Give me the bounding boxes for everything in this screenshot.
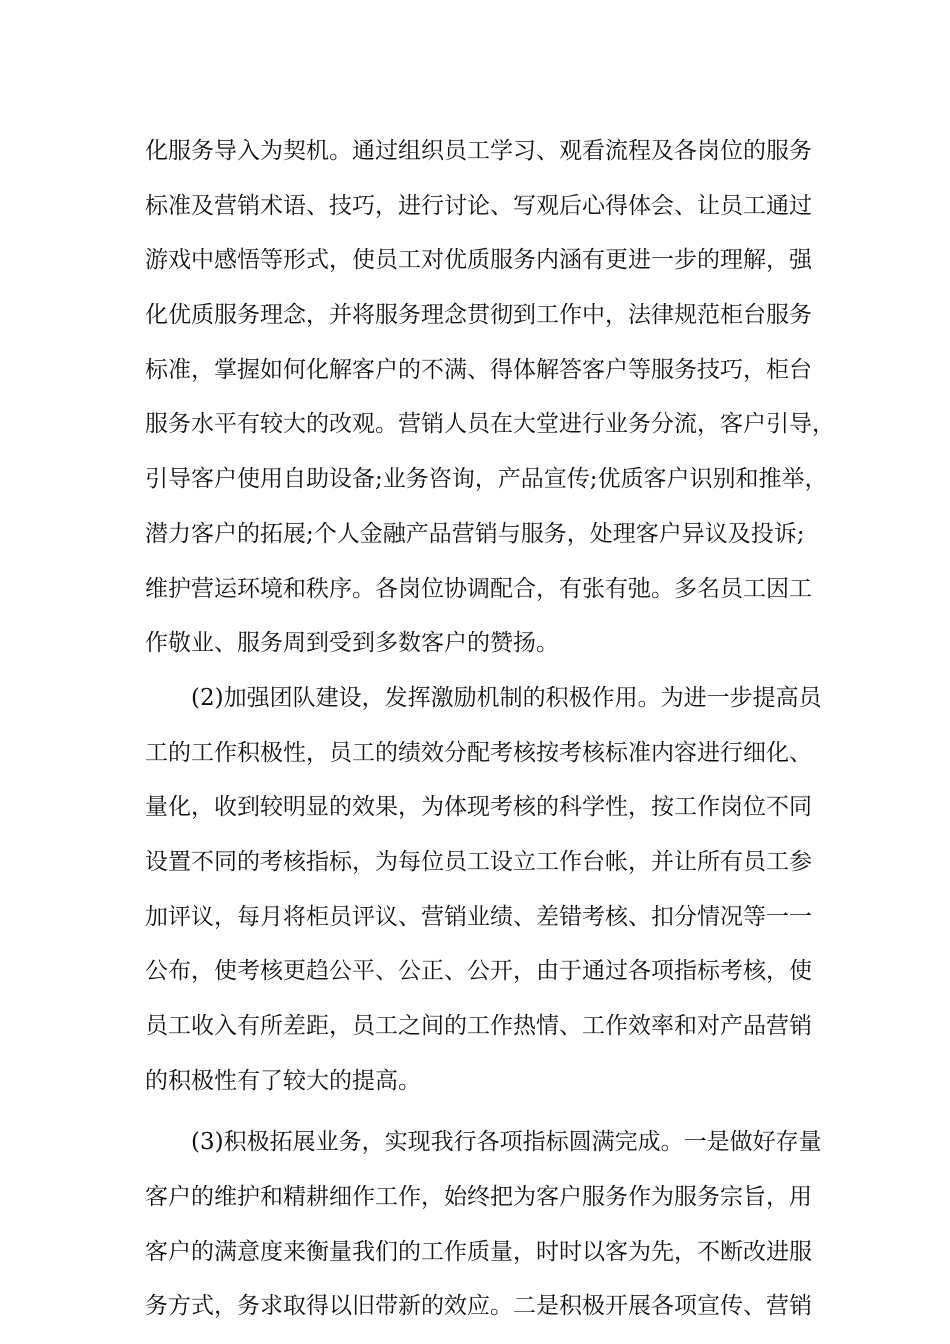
text-line: 游戏中感悟等形式，使员工对优质服务内涵有更进一步的理解，强 [145, 247, 812, 274]
text-line: 量化，收到较明显的效果，为体现考核的科学性，按工作岗位不同 [145, 794, 812, 821]
text-line: 客户的维护和精耕细作工作，始终把为客户服务作为服务宗旨，用 [145, 1184, 812, 1211]
text-line: 员工收入有所差距，员工之间的工作热情、工作效率和对产品营销 [145, 1013, 812, 1039]
text-line: 标准及营销术语、技巧，进行讨论、写观后心得体会、让员工通过 [145, 192, 812, 219]
text-line: 务方式，务求取得以旧带新的效应。二是积极开展各项宣传、营销 [145, 1293, 812, 1320]
text-line: 客户的满意度来衡量我们的工作质量，时时以客为先，不断改进服 [145, 1238, 812, 1265]
text-line: (2)加强团队建设，发挥激励机制的积极作用。为进一步提高员 [191, 684, 822, 711]
text-line: 设置不同的考核指标，为每位员工设立工作台帐，并让所有员工参 [145, 848, 812, 875]
text-line: 标准，掌握如何化解客户的不满、得体解答客户等服务技巧，柜台 [145, 356, 812, 383]
text-line: 公布，使考核更趋公平、公正、公开，由于通过各项指标考核，使 [145, 958, 812, 985]
text-line: 化服务导入为契机。通过组织员工学习、观看流程及各岗位的服务 [145, 138, 812, 164]
text-line: 工的工作积极性，员工的绩效分配考核按考核标准内容进行细化、 [145, 739, 812, 766]
paragraph-business-expansion [145, 1115, 825, 1334]
text-line: 作敬业、服务周到受到多数客户的赞扬。 [145, 630, 559, 657]
text-line: 服务水平有较大的改观。营销人员在大堂进行业务分流，客户引导， [145, 411, 835, 438]
text-line: 的积极性有了较大的提高。 [145, 1067, 421, 1094]
document-body [145, 124, 835, 1334]
text-line: 维护营运环境和秩序。各岗位协调配合，有张有弛。多名员工因工 [145, 575, 812, 602]
text-line: 引导客户使用自助设备;业务咨询，产品宣传;优质客户识别和推举， [145, 466, 828, 493]
paragraph-team-building [145, 671, 825, 1109]
paragraph-gap [145, 1108, 825, 1115]
text-line: 加评议，每月将柜员评议、营销业绩、差错考核、扣分情况等一一 [145, 903, 812, 930]
text-line: 化优质服务理念，并将服务理念贯彻到工作中，法律规范柜台服务 [145, 302, 812, 329]
text-line: (3)积极拓展业务，实现我行各项指标圆满完成。一是做好存量 [191, 1129, 822, 1156]
paragraph-service [145, 124, 835, 671]
text-line: 潜力客户的拓展;个人金融产品营销与服务，处理客户异议及投诉; [145, 520, 805, 547]
